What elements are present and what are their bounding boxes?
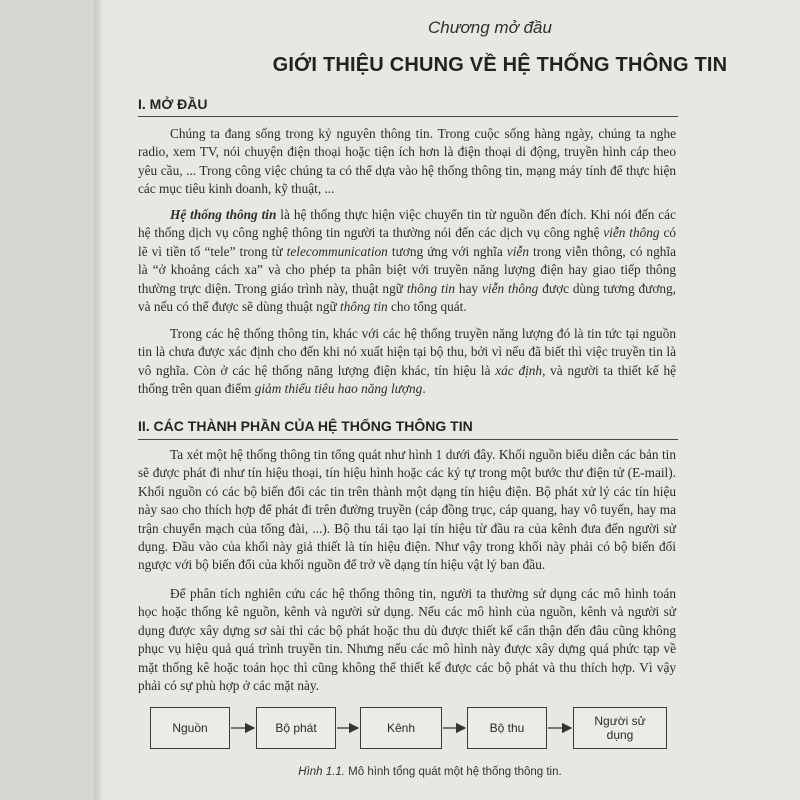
block-user-label: Người sử dụng — [594, 714, 646, 742]
paragraph-5: Để phân tích nghiên cứu các hệ thống thông tin, người ta thường sử dụng các mô hình toán học hoặc thống kê nguồn, kênh và người sử dụng. Nếu các mô hình của nguồn, kênh và người sử dụng được xây dựng sơ sài thì các bộ phát hoặc thu dù được thiết kế cẩn thận đến đâu cũng không phục vụ hiệu quả quá trình truyền tin. Nhưng nếu các mô hình này được xây dựng quá phức tạp về mặt thống kê hoặc toán học thì cũng không thể thiết kế được các bộ phát và thu thích hợp. Vì vậy phải có sự phù hợp ở các mặt này. — [138, 586, 676, 694]
chapter-label: Chương mở đầu — [428, 18, 552, 37]
paragraph-2 — [138, 206, 676, 316]
italic-run: viễn thông — [603, 225, 660, 241]
text-run: cho tổng quát. — [387, 299, 467, 315]
paragraph-3 — [138, 325, 676, 399]
text-run: tương ứng với nghĩa — [387, 243, 507, 259]
section-heading-intro: I. MỞ ĐẦU — [138, 96, 208, 112]
text-run: có lẽ vì tiền tố “tele” trong từ — [138, 225, 677, 259]
paragraph-1: Chúng ta đang sống trong kỷ nguyên thông tin. Trong cuộc sống hàng ngày, chúng ta nghe radio, xem TV, nói chuyện điện thoại hoặc tiện ích hơn là điện thoại di động, truyền hình cáp theo yêu cầu, ... Trong công việc chúng ta có thể dựa vào hệ thống thông tin, mạng máy tính để thực hiện các mục tiêu kinh doanh, kỹ thuật, ... — [138, 126, 676, 197]
text-run: Trong các hệ thống thông tin, khác với các hệ thống truyền năng lượng đó là tin tức tại nguồn tin là chưa được xác định cho đến khi nó xuất hiện tại bộ thu, bởi vì nếu đã biết thì việc truyền tin là vô nghĩa. Còn ở các hệ thống năng lượng điện khác, tín hiệu là — [138, 326, 676, 378]
block-channel: Kênh — [360, 707, 442, 749]
page-gutter-shadow — [94, 0, 104, 800]
text-run: . — [422, 381, 426, 397]
italic-run: viễn thông — [482, 280, 539, 296]
term-he-thong-thong-tin: Hệ thống thông tin — [170, 207, 277, 222]
block-transmitter: Bộ phát — [256, 707, 336, 749]
italic-run: thông tin — [340, 299, 388, 315]
text-run: là hệ thống thực hiện việc chuyển tin từ nguồn đến đích. Khi nói đến các hệ thống dịch vụ công nghệ thông tin người ta thường nói đến các dịch vụ công nghệ — [138, 207, 676, 241]
italic-run: telecommunication — [286, 243, 388, 259]
text-run: được dùng tương đương, và nếu có thể được sẽ dùng thuật ngữ — [138, 280, 676, 315]
section-divider — [138, 116, 678, 117]
caption-text: Mô hình tổng quát một hệ thống thông tin. — [344, 766, 562, 778]
section-divider — [138, 439, 678, 440]
caption-label: Hình 1.1. — [298, 766, 345, 778]
text-run: , và người ta thiết kế hệ thống trên quan điểm — [138, 362, 676, 397]
italic-run: giảm thiểu tiêu hao năng lượng — [254, 381, 423, 397]
italic-run: viễn — [506, 243, 529, 259]
text-run: trong viễn thông, có nghĩa là “ở khoảng cách xa” và cho phép ta phân biệt với truyền năng lượng điện hay giao tiếp thông thường trực diện. Trong giáo trình này, thuật ngữ — [138, 243, 676, 296]
section-heading-components: II. CÁC THÀNH PHẦN CỦA HỆ THỐNG THÔNG TIN — [138, 418, 473, 434]
figure-caption — [230, 766, 630, 778]
text-run: hay — [455, 280, 483, 296]
italic-run: xác định — [495, 362, 543, 378]
paragraph-4: Ta xét một hệ thống thông tin tổng quát như hình 1 dưới đây. Khối nguồn biểu diễn các bản tin sẽ được phát đi như tín hiệu thoại, tín hiệu hình hoặc các ký tự trong một bước thư điện tử (E-mail). Khối nguồn có các bộ biến đổi các tin trên thành một dạng tín hiệu điện. Bộ phát xử lý các tín hiệu này sao cho thích hợp để phát đi trên đường truyền (cáp đồng trục, cáp quang, hay vô tuyến, hay ma trận chuyển mạch của tổng đài, ...). Bộ thu tái tạo lại tín hiệu từ đầu ra của kênh đưa đến người sử dụng. Đầu vào của khối này giả thiết là tín hiệu điện. Như vậy trong khối này phải có bộ biến đổi ngược với bộ biến đổi của khối nguồn để trở về dạng tín hiệu vật lý ban đầu. — [138, 447, 676, 573]
page-title: GIỚI THIỆU CHUNG VỀ HỆ THỐNG THÔNG TIN — [272, 54, 728, 76]
block-source: Nguồn — [150, 707, 230, 749]
italic-run: thông tin — [406, 280, 456, 296]
block-receiver: Bộ thu — [467, 707, 547, 749]
block-user — [573, 707, 667, 749]
